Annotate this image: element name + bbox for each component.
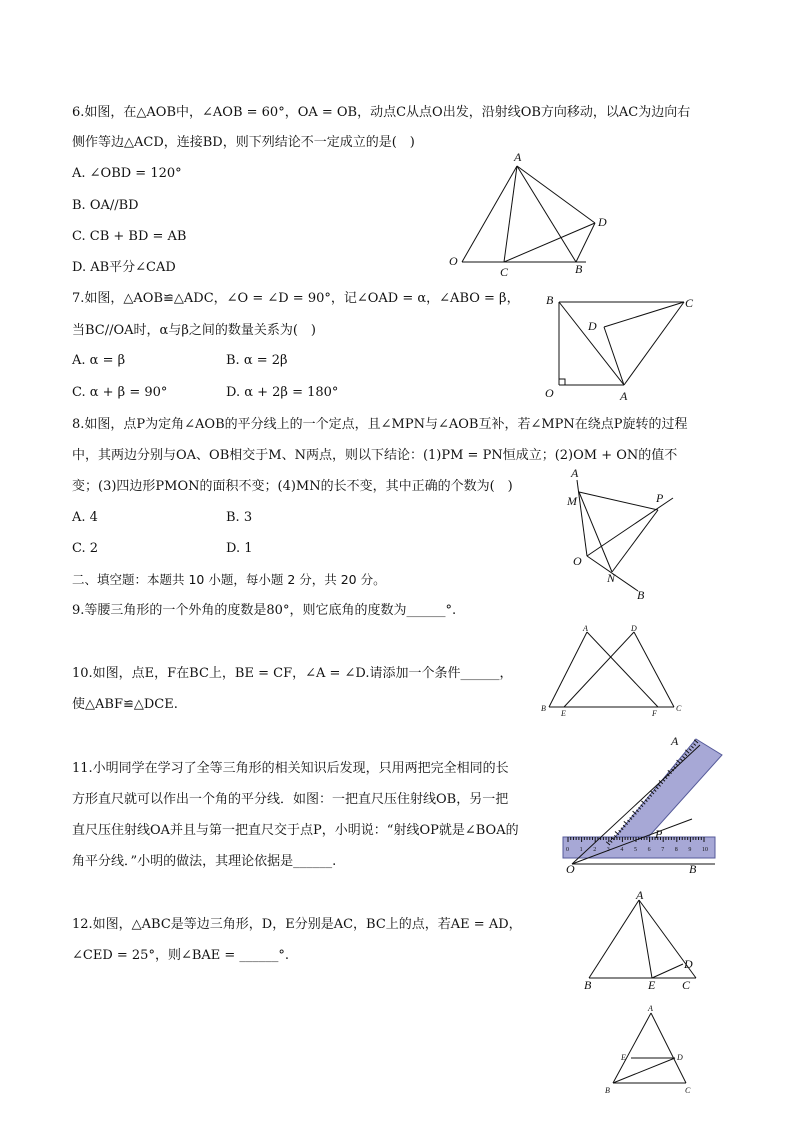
- q6-label-c: C: [500, 265, 509, 279]
- q10-label-e: E: [561, 709, 566, 718]
- extra-label-a: A: [648, 1004, 653, 1013]
- q12-label-e: E: [648, 978, 656, 992]
- q8-label-m: M: [567, 494, 577, 508]
- q12-line2: ∠CED = 25°，则∠BAE = ______°.: [72, 948, 290, 963]
- q7-label-d: D: [588, 319, 597, 333]
- q7-line2: 当BC//OA时，α与β之间的数量关系为( ): [72, 323, 316, 338]
- q6-figure: [440, 150, 620, 280]
- q6-line1: 6.如图，在△AOB中，∠AOB = 60°，OA = OB，动点C从点O出发，沿射线OB方向移动，以AC为边向右: [72, 105, 691, 120]
- extra-label-c: C: [685, 1086, 691, 1095]
- q12-label-c: C: [682, 978, 691, 992]
- extra-figure: [600, 998, 700, 1098]
- q6-option-c[interactable]: C. CB + BD = AB: [72, 229, 187, 244]
- q6-line2: 侧作等边△ACD，连接BD，则下列结论不一定成立的是( ): [72, 135, 415, 150]
- q11-line2: 方形直尺就可以作出一个角的平分线．如图：一把直尺压住射线OB，另一把: [72, 792, 509, 807]
- q7-option-c[interactable]: C. α + β = 90°: [72, 385, 168, 400]
- q6-option-b[interactable]: B. OA//BD: [72, 198, 139, 213]
- q8-label-a: A: [571, 466, 579, 480]
- section-2-heading: 二、填空题：本题共 10 小题，每小题 2 分，共 20 分。: [72, 572, 386, 587]
- q10-label-d: D: [631, 624, 637, 633]
- q10-label-a: A: [583, 624, 588, 633]
- q12-label-b: B: [584, 978, 592, 992]
- q7-option-d[interactable]: D. α + 2β = 180°: [226, 385, 339, 400]
- q7-figure: [540, 290, 700, 405]
- extra-label-e: E: [621, 1053, 626, 1062]
- q7-label-o: O: [545, 386, 554, 400]
- q10-figure: [540, 622, 685, 717]
- q8-label-n: N: [607, 571, 616, 585]
- ruler-number: 0: [566, 847, 569, 853]
- q6-option-a[interactable]: A. ∠OBD = 120°: [72, 166, 182, 181]
- q7-option-b[interactable]: B. α = 2β: [226, 353, 288, 368]
- q6-label-o: O: [449, 254, 458, 268]
- q11-label-o: O: [566, 862, 575, 876]
- q12-figure: [575, 888, 705, 993]
- q11-label-p: P: [655, 827, 663, 841]
- q11-line1: 11.小明同学在学习了全等三角形的相关知识后发现，只用两把完全相同的长: [72, 761, 509, 776]
- q7-label-a: A: [620, 389, 628, 403]
- q11-line4: 角平分线．”小明的做法，其理论依据是______.: [72, 854, 337, 869]
- q8-option-d[interactable]: D. 1: [226, 541, 253, 556]
- extra-label-b: B: [605, 1086, 610, 1095]
- ruler-number: 8: [674, 847, 678, 853]
- ruler-number: 10: [702, 847, 708, 853]
- q8-line3: 变；(3)四边形PMON的面积不变；(4)MN的长不变，其中正确的个数为( ): [72, 479, 513, 494]
- q10-label-f: F: [652, 709, 657, 718]
- q10-line2: 使△ABF≌△DCE.: [72, 697, 178, 712]
- q7-label-b: B: [546, 293, 554, 307]
- q8-option-a[interactable]: A. 4: [72, 510, 98, 525]
- q7-label-c: C: [685, 296, 694, 310]
- ruler-number: 5: [634, 847, 637, 853]
- q12-line1: 12.如图，△ABC是等边三角形，D，E分别是AC，BC上的点，若AE = AD，: [72, 917, 522, 932]
- ruler-number: 9: [688, 847, 692, 853]
- q8-label-o: O: [573, 554, 582, 568]
- ruler-number: 3: [606, 847, 610, 853]
- q11-label-a: A: [671, 734, 679, 748]
- q11-line3: 直尺压住射线OA并且与第一把直尺交于点P，小明说：“射线OP就是∠BOA的: [72, 823, 519, 838]
- q9-line1: 9.等腰三角形的一个外角的度数是80°，则它底角的度数为______°.: [72, 603, 457, 618]
- q8-line2: 中，其两边分别与OA、OB相交于M、N两点，则以下结论：(1)PM = PN恒成立；(2)OM + ON的值不: [72, 448, 678, 463]
- ruler-number: 2: [593, 847, 597, 853]
- q6-label-a: A: [514, 150, 522, 164]
- ruler-number: 6: [647, 847, 651, 853]
- q7-line1: 7.如图，△AOB≌△ADC，∠O = ∠D = 90°，记∠OAD = α，∠ABO = β，: [72, 291, 520, 306]
- q10-line1: 10.如图，点E，F在BC上，BE = CF，∠A = ∠D.请添加一个条件______，: [72, 666, 513, 681]
- q6-option-d[interactable]: D. AB平分∠CAD: [72, 260, 176, 275]
- q7-option-a[interactable]: A. α = β: [72, 353, 126, 368]
- q8-option-b[interactable]: B. 3: [226, 510, 253, 525]
- q6-label-b: B: [575, 262, 583, 276]
- q11-figure: [560, 735, 730, 880]
- ruler-number: 1: [579, 847, 583, 853]
- q11-label-b: B: [689, 862, 697, 876]
- q12-label-d: D: [684, 957, 693, 971]
- q8-line1: 8.如图，点P为定角∠AOB的平分线上的一个定点，且∠MPN与∠AOB互补，若∠MPN在绕点P旋转的过程: [72, 417, 688, 432]
- extra-label-d: D: [677, 1053, 683, 1062]
- q10-label-c: C: [676, 704, 682, 713]
- q8-option-c[interactable]: C. 2: [72, 541, 99, 556]
- q8-label-p: P: [656, 491, 664, 505]
- q8-figure: [560, 466, 690, 606]
- q12-label-a: A: [636, 888, 644, 902]
- q8-label-b: B: [637, 588, 645, 602]
- q10-label-b: B: [541, 704, 546, 713]
- ruler-number: 7: [661, 847, 665, 853]
- ruler-number: 4: [620, 847, 624, 853]
- q6-label-d: D: [598, 215, 607, 229]
